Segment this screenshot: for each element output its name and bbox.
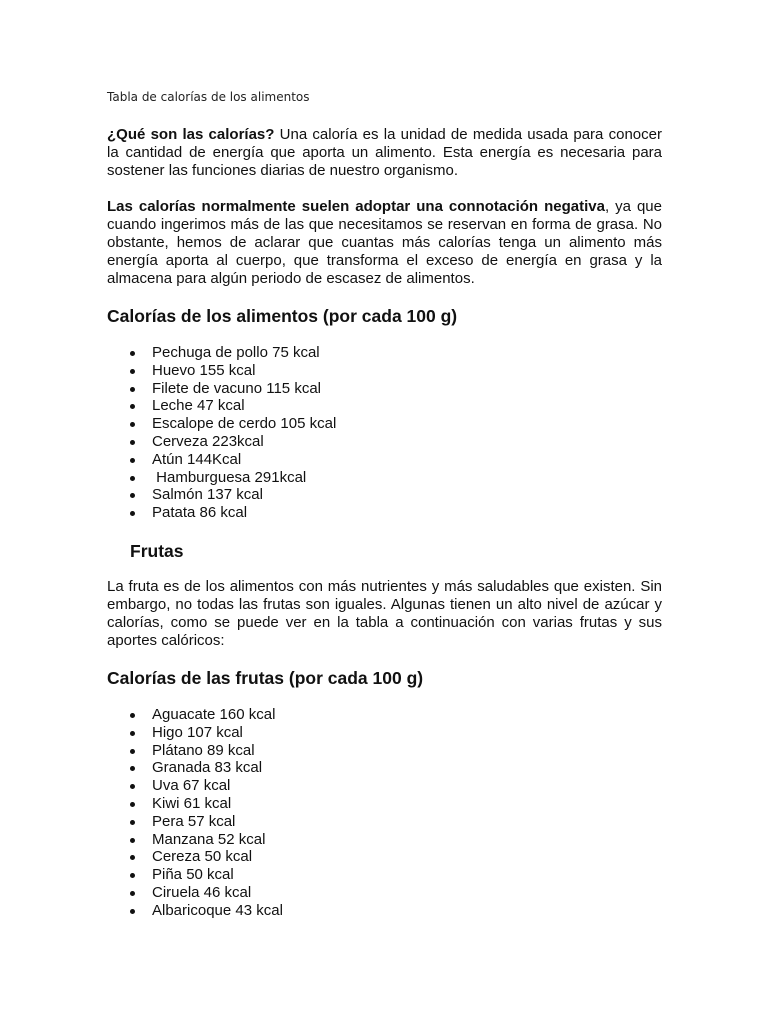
list-item: Ciruela 46 kcal: [130, 884, 283, 902]
list-item: Aguacate 160 kcal: [130, 706, 283, 724]
negative-connotation-bold: Las calorías normalmente suelen adoptar una connotación negativa: [107, 198, 605, 215]
list-item: Plátano 89 kcal: [130, 742, 283, 760]
foods-list: [130, 344, 336, 522]
list-item: Patata 86 kcal: [130, 504, 336, 522]
list-item: Leche 47 kcal: [130, 397, 336, 415]
negative-paragraph-text: , ya que cuando ingerimos más de las que necesitamos se reservan en forma de grasa. No obstante, hemos de aclarar que cuantas más calorías tenga un alimento más energía aporta al cuerpo, que transforma el exceso de energía en grasa y la almacena para algún periodo de escasez de alimentos.: [107, 198, 662, 287]
list-item: Salmón 137 kcal: [130, 486, 336, 504]
intro-paragraph-calories: [107, 126, 662, 180]
list-item: Albaricoque 43 kcal: [130, 902, 283, 920]
list-item: Cereza 50 kcal: [130, 848, 283, 866]
list-item: Manzana 52 kcal: [130, 831, 283, 849]
list-item: Atún 144Kcal: [130, 451, 336, 469]
list-item: Pechuga de pollo 75 kcal: [130, 344, 336, 362]
list-item: Granada 83 kcal: [130, 759, 283, 777]
list-item: Higo 107 kcal: [130, 724, 283, 742]
list-item: Hamburguesa 291kcal: [130, 469, 336, 487]
fruits-paragraph: La fruta es de los alimentos con más nutrientes y más saludables que existen. Sin embargo, no todas las frutas son iguales. Algunas tienen un alto nivel de azúcar y calorías, como se puede ver en la tabla a continuación con varias frutas y sus aportes calóricos:: [107, 578, 662, 649]
fruits-title: Frutas: [130, 541, 184, 561]
list-item: Kiwi 61 kcal: [130, 795, 283, 813]
list-item: Pera 57 kcal: [130, 813, 283, 831]
fruits-list: [130, 706, 283, 920]
intro-paragraph-text: Una caloría es la unidad de medida usada para conocer la cantidad de energía que aporta un alimento. Esta energía es necesaria para sostener las funciones diarias de nuestro organismo.: [107, 126, 662, 179]
document-title: Tabla de calorías de los alimentos: [107, 90, 310, 104]
list-item: Uva 67 kcal: [130, 777, 283, 795]
foods-heading: Calorías de los alimentos (por cada 100 g): [107, 306, 458, 326]
list-item: Piña 50 kcal: [130, 866, 283, 884]
list-item: Escalope de cerdo 105 kcal: [130, 415, 336, 433]
intro-question-bold: ¿Qué son las calorías?: [107, 126, 275, 143]
list-item: Huevo 155 kcal: [130, 362, 336, 380]
fruits-heading: Calorías de las frutas (por cada 100 g): [107, 668, 424, 688]
list-item: Cerveza 223kcal: [130, 433, 336, 451]
list-item: Filete de vacuno 115 kcal: [130, 380, 336, 398]
intro-paragraph-negative: [107, 198, 662, 288]
